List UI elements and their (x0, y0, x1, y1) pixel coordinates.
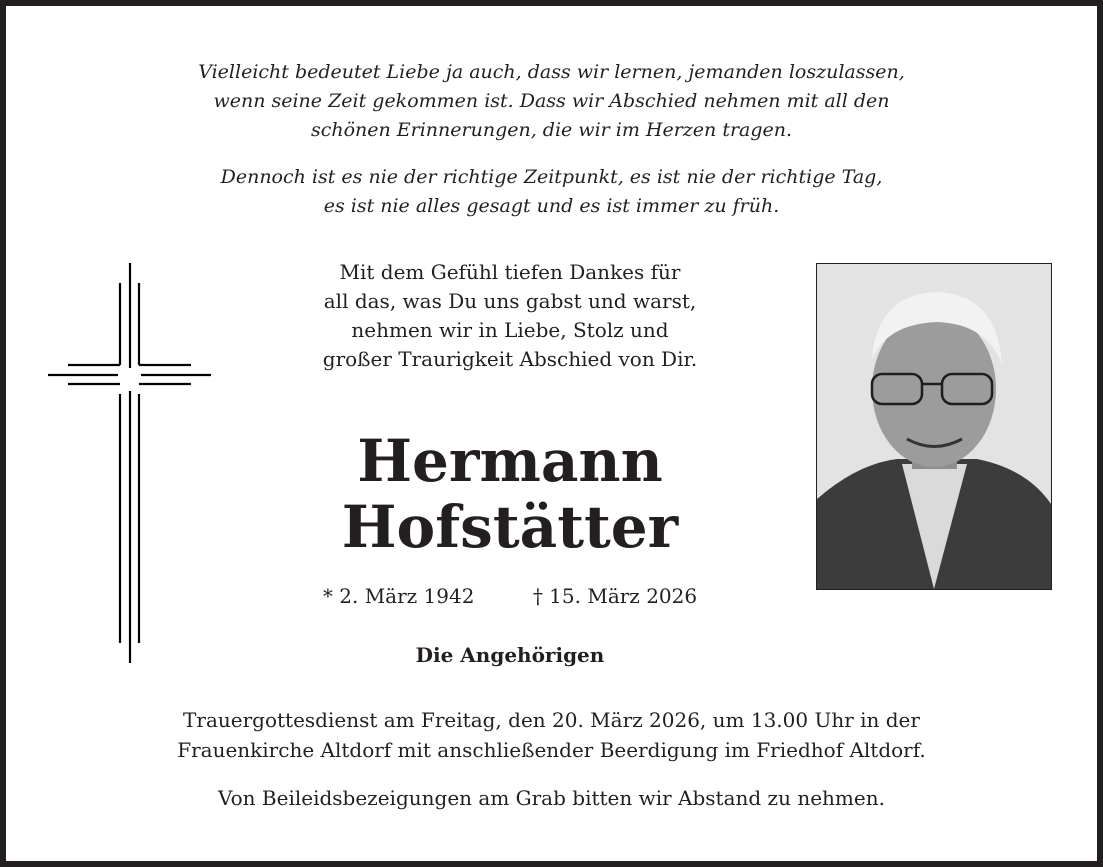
dedication-line: all das, was Du uns gabst und warst, (323, 289, 697, 313)
dedication-line: nehmen wir in Liebe, Stolz und (351, 318, 669, 342)
service-line: Frauenkirche Altdorf mit anschließender Beerdigung im Friedhof Altdorf. (177, 738, 926, 762)
quote-line: Dennoch ist es nie der richtige Zeitpunkt, es ist nie der richtige Tag, (220, 166, 883, 188)
quote-paragraph-1 (0, 58, 1103, 145)
quote-line: schönen Erinnerungen, die wir im Herzen tragen. (310, 119, 793, 141)
dedication (250, 258, 770, 374)
birth-date: * 2. März 1942 (322, 584, 475, 608)
portrait-image (817, 264, 1051, 589)
life-dates (250, 584, 770, 608)
service-info (0, 705, 1103, 765)
quote-line: wenn seine Zeit gekommen ist. Dass wir Abschied nehmen mit all den (213, 90, 890, 112)
first-name: Hermann (357, 427, 663, 495)
cross-icon (40, 255, 220, 675)
service-line: Trauergottesdienst am Freitag, den 20. März 2026, um 13.00 Uhr in der (183, 708, 920, 732)
death-date: † 15. März 2026 (532, 584, 698, 608)
deceased-name (250, 428, 770, 560)
dedication-line: Mit dem Gefühl tiefen Dankes für (339, 260, 681, 284)
quote-line: Vielleicht bedeutet Liebe ja auch, dass wir lernen, jemanden loszulassen, (198, 61, 905, 83)
quote-line: es ist nie alles gesagt und es ist immer zu früh. (323, 195, 780, 217)
last-name: Hofstätter (341, 493, 679, 561)
quote-paragraph-2 (0, 163, 1103, 221)
condolence-note: Von Beileidsbezeigungen am Grab bitten wir Abstand zu nehmen. (218, 786, 885, 810)
dedication-line: großer Traurigkeit Abschied von Dir. (322, 347, 698, 371)
signature: Die Angehörigen (415, 643, 605, 667)
portrait-photo (816, 263, 1052, 590)
